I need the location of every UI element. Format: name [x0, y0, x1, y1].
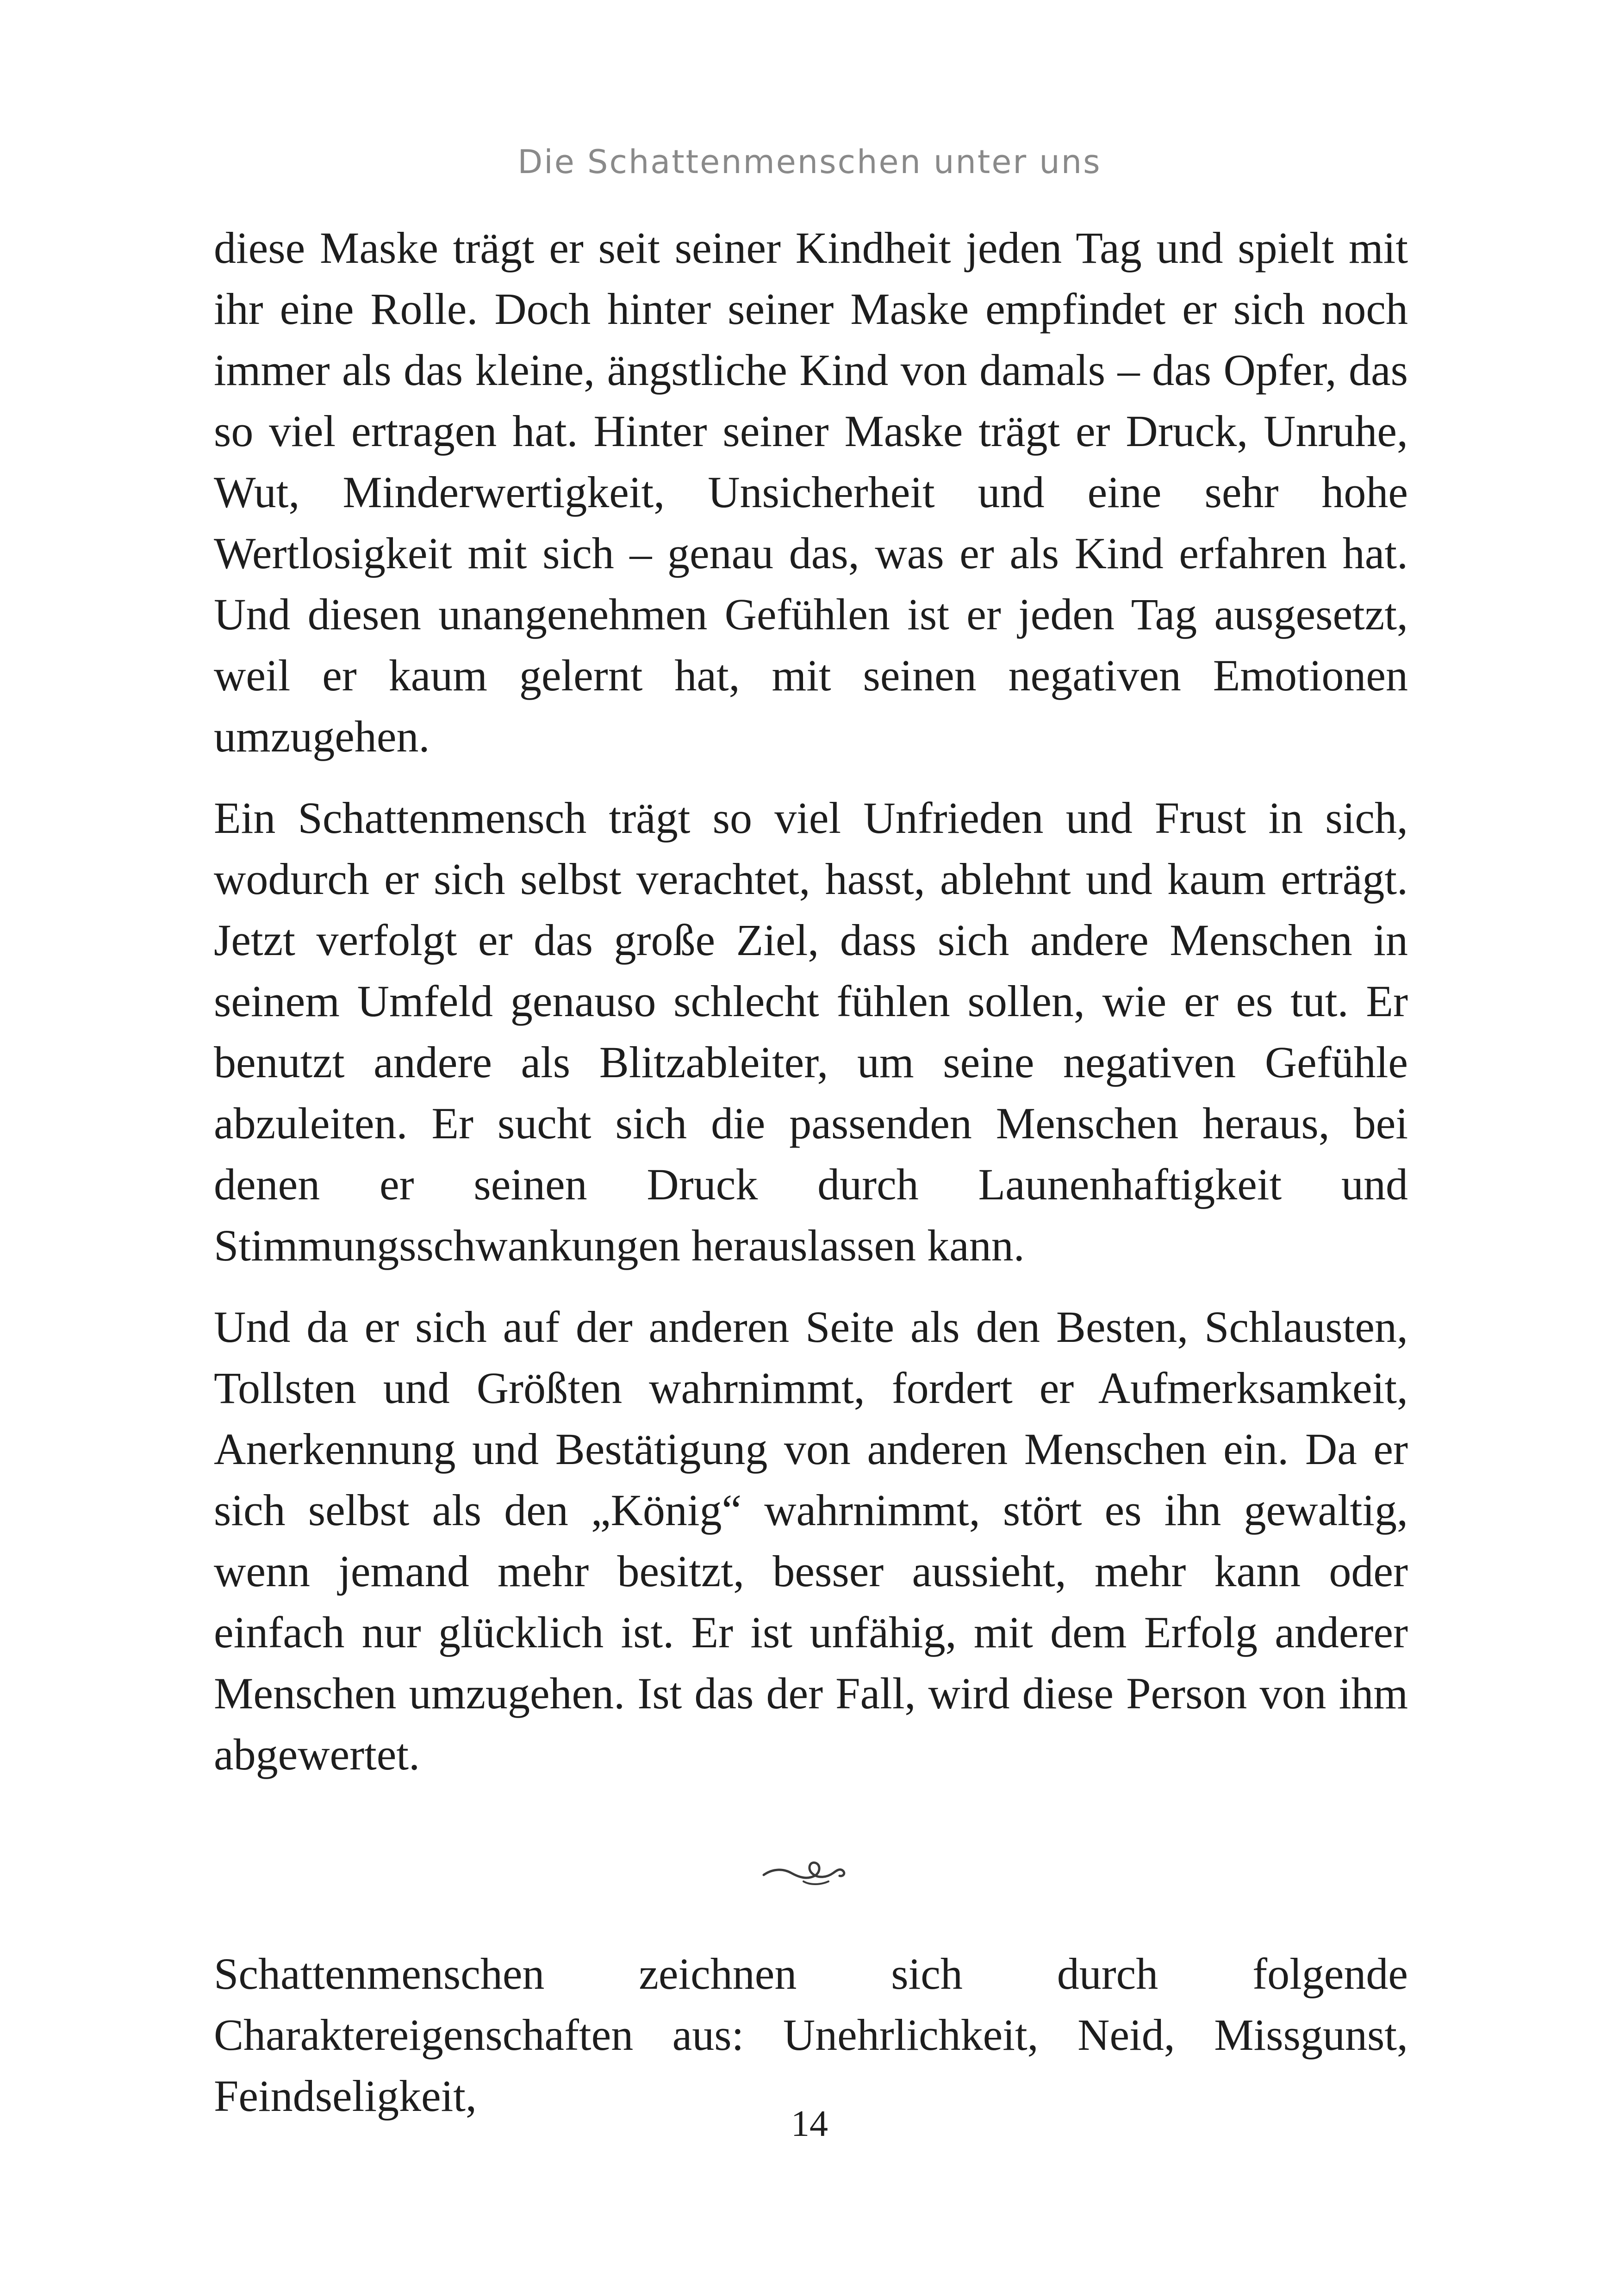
paragraph-3: Und da er sich auf der anderen Seite als den Besten, Schlausten, Tollsten und Größten wahrnimmt, fordert er Aufmerksamkeit, Anerkennung und Bestätigung von anderen Menschen ein. Da er sich selbst als den „König“ wahrnimmt, stört es ihn gewaltig, wenn jemand mehr besitzt, besser aussieht, mehr kann oder einfach nur glücklich ist. Er ist unfähig, mit dem Erfolg anderer Menschen umzugehen. Ist das der Fall, wird diese Person von ihm abgewertet.	[214, 1302, 1408, 1779]
page-number: 14	[791, 2104, 828, 2144]
paragraph-2: Ein Schattenmensch trägt so viel Unfrieden und Frust in sich, wodurch er sich selbst verachtet, hasst, ablehnt und kaum erträgt. Jetzt verfolgt er das große Ziel, dass sich andere Menschen in seinem Umfeld genauso schlecht fühlen sollen, wie er es tut. Er benutzt andere als Blitzableiter, um seine negativen Gefühle abzuleiten. Er sucht sich die passenden Menschen heraus, bei denen er seinen Druck durch Launenhaftigkeit und Stimmungsschwankungen herauslassen kann.	[214, 793, 1408, 1270]
flourish-ornament-icon	[759, 1846, 861, 1897]
paragraph-after-break: Schattenmenschen zeichnen sich durch folgende Charaktereigenschaften aus: Unehrlichkeit, Neid, Missgunst, Feindseligkeit,	[214, 1949, 1408, 2121]
running-header-title: Die Schattenmenschen unter uns	[517, 143, 1102, 181]
main-text-block	[214, 217, 1408, 1785]
paragraph-1: diese Maske trägt er seit seiner Kindheit jeden Tag und spielt mit ihr eine Rolle. Doch hinter seiner Maske empfindet er sich noch immer als das kleine, ängstliche Kind von damals – das Opfer, das so viel ertragen hat. Hinter seiner Maske trägt er Druck, Unruhe, Wut, Minderwertigkeit, Unsicherheit und eine sehr hohe Wertlosigkeit mit sich – genau das, was er als Kind erfahren hat. Und diesen unangenehmen Gefühlen ist er jeden Tag ausgesetzt, weil er kaum gelernt hat, mit seinen negativen Emotionen umzugehen.	[214, 223, 1408, 761]
